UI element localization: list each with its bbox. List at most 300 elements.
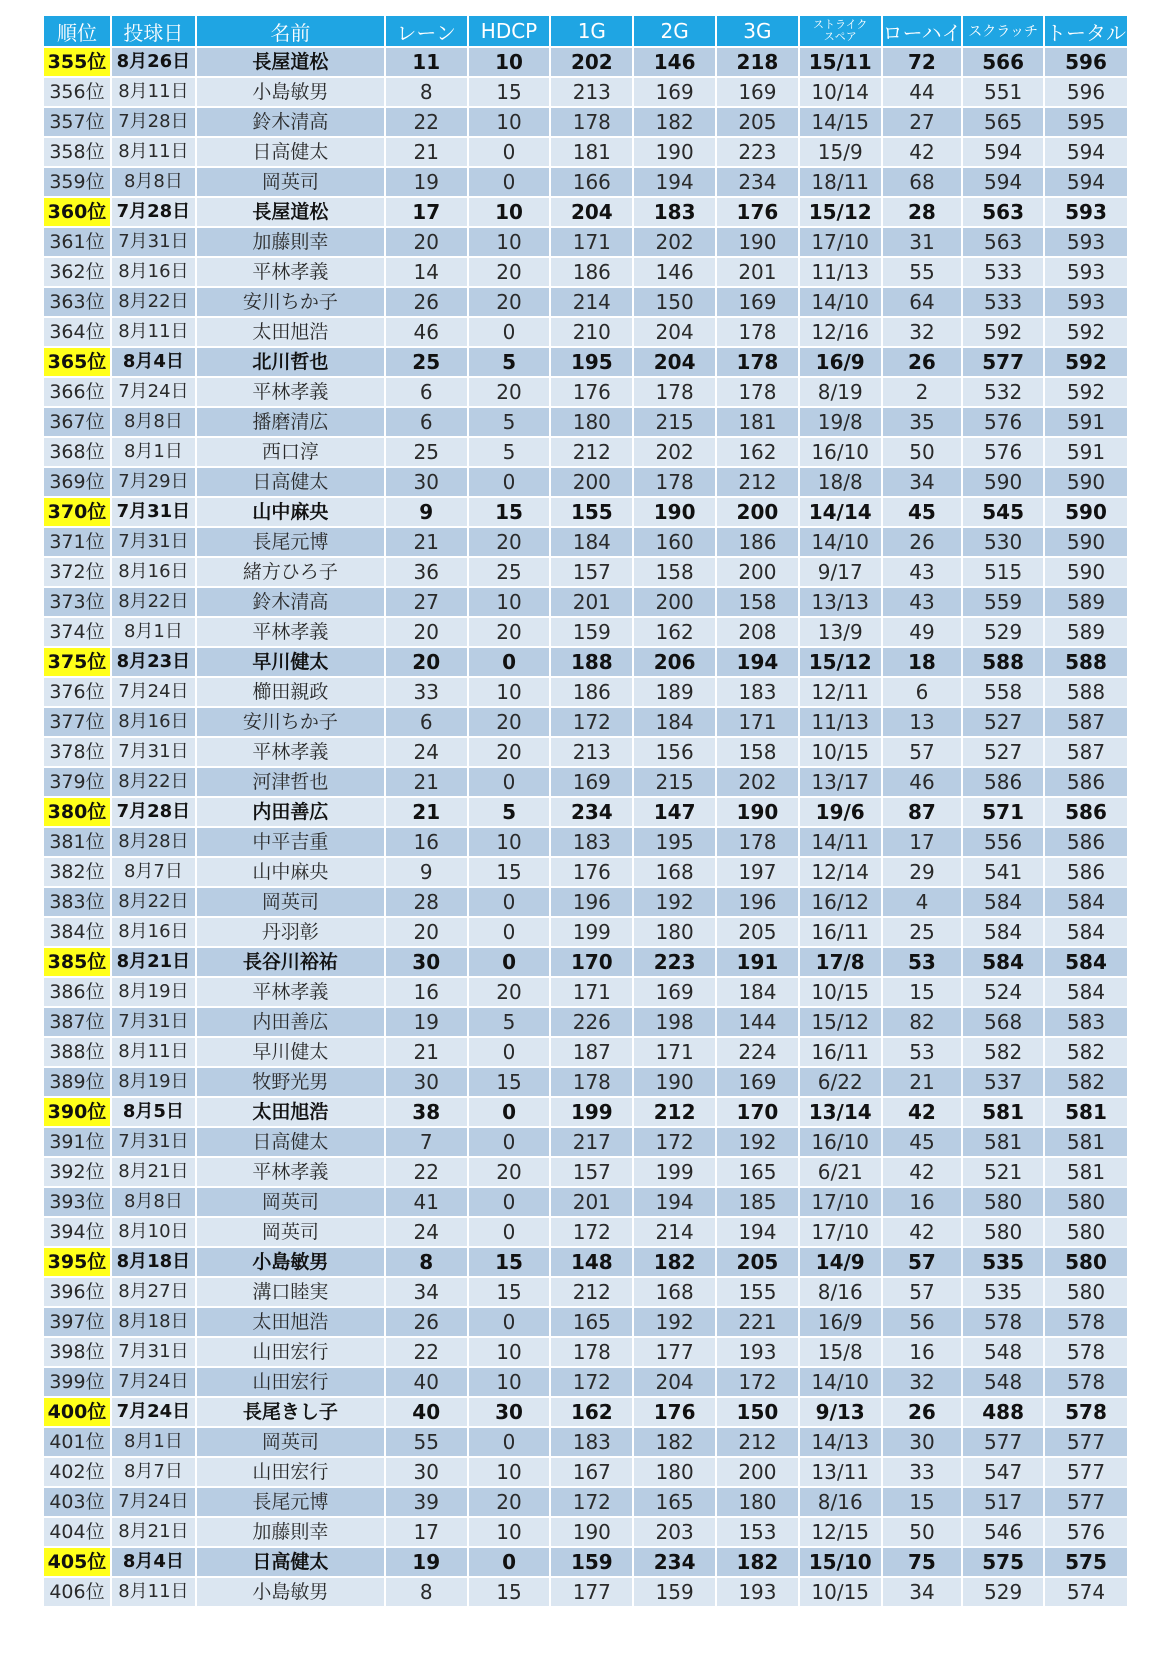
name-cell: 加藤則幸 <box>197 228 386 258</box>
strike-spare-cell: 13/9 <box>800 618 883 648</box>
game1-cell: 170 <box>551 948 634 978</box>
rank-cell: 382位 <box>44 858 112 888</box>
game2-cell: 158 <box>634 558 717 588</box>
lowhigh-cell: 42 <box>883 1218 964 1248</box>
strike-spare-cell: 12/11 <box>800 678 883 708</box>
table-row <box>44 198 1129 228</box>
lowhigh-cell: 31 <box>883 228 964 258</box>
rank-cell: 365位 <box>44 348 112 378</box>
rank-cell: 399位 <box>44 1368 112 1398</box>
table-row <box>44 738 1129 768</box>
strike-spare-cell: 13/11 <box>800 1458 883 1488</box>
name-cell: 日高健太 <box>197 1548 386 1578</box>
strike-spare-cell: 15/10 <box>800 1548 883 1578</box>
table-row <box>44 828 1129 858</box>
rank-cell: 372位 <box>44 558 112 588</box>
rank-cell: 371位 <box>44 528 112 558</box>
rank-cell: 402位 <box>44 1458 112 1488</box>
lane-cell: 25 <box>386 438 469 468</box>
date-cell: 8月22日 <box>112 588 197 618</box>
strike-spare-cell: 17/10 <box>800 228 883 258</box>
game3-cell: 201 <box>717 258 800 288</box>
strike-spare-cell: 16/9 <box>800 348 883 378</box>
game2-cell: 194 <box>634 168 717 198</box>
hdcp-cell: 0 <box>469 948 552 978</box>
game3-cell: 208 <box>717 618 800 648</box>
scratch-cell: 594 <box>963 168 1045 198</box>
game3-cell: 178 <box>717 318 800 348</box>
hdcp-cell: 10 <box>469 198 552 228</box>
total-cell: 588 <box>1045 648 1129 678</box>
scratch-cell: 581 <box>963 1098 1045 1128</box>
game2-cell: 168 <box>634 1278 717 1308</box>
total-cell: 580 <box>1045 1278 1129 1308</box>
game1-cell: 172 <box>551 1488 634 1518</box>
lowhigh-cell: 21 <box>883 1068 964 1098</box>
lane-cell: 30 <box>386 1458 469 1488</box>
lowhigh-cell: 57 <box>883 1248 964 1278</box>
name-cell: 平林孝義 <box>197 378 386 408</box>
hdcp-cell: 20 <box>469 618 552 648</box>
lane-cell: 6 <box>386 378 469 408</box>
game3-cell: 172 <box>717 1368 800 1398</box>
rank-cell: 368位 <box>44 438 112 468</box>
game3-cell: 153 <box>717 1518 800 1548</box>
hdcp-cell: 10 <box>469 1518 552 1548</box>
game2-cell: 165 <box>634 1488 717 1518</box>
game1-cell: 201 <box>551 1188 634 1218</box>
name-cell: 加藤則幸 <box>197 1518 386 1548</box>
scratch-cell: 524 <box>963 978 1045 1008</box>
scratch-cell: 548 <box>963 1338 1045 1368</box>
date-cell: 8月7日 <box>112 858 197 888</box>
scratch-cell: 584 <box>963 888 1045 918</box>
rank-cell: 392位 <box>44 1158 112 1188</box>
game2-cell: 182 <box>634 108 717 138</box>
ranking-table <box>44 16 1129 1608</box>
game2-cell: 177 <box>634 1338 717 1368</box>
scratch-cell: 546 <box>963 1518 1045 1548</box>
lowhigh-cell: 87 <box>883 798 964 828</box>
date-cell: 8月4日 <box>112 348 197 378</box>
scratch-cell: 586 <box>963 768 1045 798</box>
lowhigh-cell: 55 <box>883 258 964 288</box>
game3-cell: 165 <box>717 1158 800 1188</box>
game3-cell: 158 <box>717 588 800 618</box>
table-row <box>44 1008 1129 1038</box>
game2-cell: 178 <box>634 468 717 498</box>
game2-cell: 162 <box>634 618 717 648</box>
name-cell: 早川健太 <box>197 1038 386 1068</box>
strike-spare-cell: 13/14 <box>800 1098 883 1128</box>
table-row <box>44 1038 1129 1068</box>
game2-cell: 146 <box>634 48 717 78</box>
strike-spare-cell: 6/22 <box>800 1068 883 1098</box>
total-cell: 577 <box>1045 1488 1129 1518</box>
total-cell: 580 <box>1045 1218 1129 1248</box>
scratch-cell: 535 <box>963 1278 1045 1308</box>
scratch-cell: 545 <box>963 498 1045 528</box>
lowhigh-cell: 18 <box>883 648 964 678</box>
lowhigh-cell: 64 <box>883 288 964 318</box>
scratch-cell: 488 <box>963 1398 1045 1428</box>
strike-spare-cell: 16/11 <box>800 1038 883 1068</box>
game1-cell: 201 <box>551 588 634 618</box>
strike-spare-cell: 18/11 <box>800 168 883 198</box>
lane-cell: 22 <box>386 1338 469 1368</box>
date-cell: 8月1日 <box>112 1428 197 1458</box>
strike-spare-cell: 14/10 <box>800 288 883 318</box>
header-game2: 2G <box>634 16 717 48</box>
table-row <box>44 1158 1129 1188</box>
game1-cell: 190 <box>551 1518 634 1548</box>
lowhigh-cell: 45 <box>883 498 964 528</box>
scratch-cell: 563 <box>963 228 1045 258</box>
game2-cell: 202 <box>634 438 717 468</box>
hdcp-cell: 10 <box>469 48 552 78</box>
total-cell: 578 <box>1045 1308 1129 1338</box>
game3-cell: 221 <box>717 1308 800 1338</box>
table-row <box>44 1188 1129 1218</box>
lowhigh-cell: 43 <box>883 588 964 618</box>
header-game1: 1G <box>551 16 634 48</box>
lane-cell: 26 <box>386 288 469 318</box>
hdcp-cell: 0 <box>469 168 552 198</box>
name-cell: 岡英司 <box>197 1428 386 1458</box>
scratch-cell: 594 <box>963 138 1045 168</box>
lowhigh-cell: 44 <box>883 78 964 108</box>
scratch-cell: 577 <box>963 1428 1045 1458</box>
total-cell: 592 <box>1045 378 1129 408</box>
game1-cell: 172 <box>551 1218 634 1248</box>
rank-cell: 377位 <box>44 708 112 738</box>
table-row <box>44 288 1129 318</box>
date-cell: 8月28日 <box>112 828 197 858</box>
name-cell: 山中麻央 <box>197 498 386 528</box>
lane-cell: 26 <box>386 1308 469 1338</box>
strike-spare-cell: 16/10 <box>800 438 883 468</box>
table-row <box>44 1128 1129 1158</box>
hdcp-cell: 0 <box>469 888 552 918</box>
rank-cell: 373位 <box>44 588 112 618</box>
hdcp-cell: 5 <box>469 408 552 438</box>
header-lowhigh: ローハイ <box>883 16 964 48</box>
game1-cell: 157 <box>551 1158 634 1188</box>
lowhigh-cell: 26 <box>883 1398 964 1428</box>
name-cell: 太田旭浩 <box>197 318 386 348</box>
game2-cell: 150 <box>634 288 717 318</box>
game1-cell: 188 <box>551 648 634 678</box>
total-cell: 596 <box>1045 78 1129 108</box>
table-row <box>44 258 1129 288</box>
lane-cell: 30 <box>386 468 469 498</box>
game1-cell: 148 <box>551 1248 634 1278</box>
table-row <box>44 798 1129 828</box>
game3-cell: 205 <box>717 108 800 138</box>
game1-cell: 180 <box>551 408 634 438</box>
table-row <box>44 1338 1129 1368</box>
name-cell: 溝口睦実 <box>197 1278 386 1308</box>
total-cell: 591 <box>1045 438 1129 468</box>
total-cell: 589 <box>1045 588 1129 618</box>
date-cell: 7月24日 <box>112 1368 197 1398</box>
game1-cell: 159 <box>551 1548 634 1578</box>
rank-cell: 404位 <box>44 1518 112 1548</box>
date-cell: 8月22日 <box>112 768 197 798</box>
header-row <box>44 16 1129 48</box>
name-cell: 長谷川裕祐 <box>197 948 386 978</box>
game1-cell: 165 <box>551 1308 634 1338</box>
name-cell: 平林孝義 <box>197 1158 386 1188</box>
name-cell: 日高健太 <box>197 1128 386 1158</box>
scratch-cell: 578 <box>963 1308 1045 1338</box>
rank-cell: 398位 <box>44 1338 112 1368</box>
table-row <box>44 1488 1129 1518</box>
rank-cell: 374位 <box>44 618 112 648</box>
date-cell: 7月28日 <box>112 198 197 228</box>
date-cell: 8月26日 <box>112 48 197 78</box>
header-strike-label: ストライク <box>812 18 868 31</box>
date-cell: 7月31日 <box>112 228 197 258</box>
name-cell: 丹羽彰 <box>197 918 386 948</box>
game2-cell: 178 <box>634 378 717 408</box>
rank-cell: 406位 <box>44 1578 112 1608</box>
table-row <box>44 618 1129 648</box>
name-cell: 長屋道松 <box>197 48 386 78</box>
hdcp-cell: 0 <box>469 1128 552 1158</box>
lowhigh-cell: 46 <box>883 768 964 798</box>
total-cell: 584 <box>1045 978 1129 1008</box>
name-cell: 平林孝義 <box>197 258 386 288</box>
lowhigh-cell: 68 <box>883 168 964 198</box>
total-cell: 576 <box>1045 1518 1129 1548</box>
name-cell: 播磨清広 <box>197 408 386 438</box>
scratch-cell: 590 <box>963 468 1045 498</box>
name-cell: 平林孝義 <box>197 738 386 768</box>
strike-spare-cell: 16/11 <box>800 918 883 948</box>
scratch-cell: 527 <box>963 708 1045 738</box>
lane-cell: 21 <box>386 798 469 828</box>
lowhigh-cell: 4 <box>883 888 964 918</box>
name-cell: 内田善広 <box>197 1008 386 1038</box>
scratch-cell: 535 <box>963 1248 1045 1278</box>
game1-cell: 171 <box>551 978 634 1008</box>
hdcp-cell: 15 <box>469 78 552 108</box>
lane-cell: 40 <box>386 1368 469 1398</box>
total-cell: 590 <box>1045 498 1129 528</box>
hdcp-cell: 10 <box>469 1368 552 1398</box>
rank-cell: 366位 <box>44 378 112 408</box>
total-cell: 574 <box>1045 1578 1129 1608</box>
rank-cell: 358位 <box>44 138 112 168</box>
lane-cell: 28 <box>386 888 469 918</box>
game2-cell: 169 <box>634 78 717 108</box>
date-cell: 7月24日 <box>112 1398 197 1428</box>
rank-cell: 376位 <box>44 678 112 708</box>
game3-cell: 223 <box>717 138 800 168</box>
rank-cell: 401位 <box>44 1428 112 1458</box>
lane-cell: 16 <box>386 978 469 1008</box>
total-cell: 589 <box>1045 618 1129 648</box>
lowhigh-cell: 49 <box>883 618 964 648</box>
lane-cell: 22 <box>386 108 469 138</box>
lowhigh-cell: 53 <box>883 1038 964 1068</box>
name-cell: 岡英司 <box>197 168 386 198</box>
lowhigh-cell: 42 <box>883 1158 964 1188</box>
strike-spare-cell: 12/16 <box>800 318 883 348</box>
scratch-cell: 533 <box>963 288 1045 318</box>
rank-cell: 381位 <box>44 828 112 858</box>
rank-cell: 385位 <box>44 948 112 978</box>
table-row <box>44 948 1129 978</box>
game3-cell: 197 <box>717 858 800 888</box>
header-strike-spare <box>800 16 883 48</box>
game3-cell: 178 <box>717 378 800 408</box>
table-row <box>44 1248 1129 1278</box>
game3-cell: 183 <box>717 678 800 708</box>
game3-cell: 200 <box>717 1458 800 1488</box>
game2-cell: 190 <box>634 498 717 528</box>
game3-cell: 176 <box>717 198 800 228</box>
game1-cell: 226 <box>551 1008 634 1038</box>
total-cell: 586 <box>1045 828 1129 858</box>
game2-cell: 203 <box>634 1518 717 1548</box>
lowhigh-cell: 16 <box>883 1188 964 1218</box>
strike-spare-cell: 10/15 <box>800 1578 883 1608</box>
lowhigh-cell: 30 <box>883 1428 964 1458</box>
rank-cell: 361位 <box>44 228 112 258</box>
game1-cell: 214 <box>551 288 634 318</box>
lowhigh-cell: 15 <box>883 1488 964 1518</box>
name-cell: 櫛田親政 <box>197 678 386 708</box>
game3-cell: 212 <box>717 1428 800 1458</box>
game2-cell: 200 <box>634 588 717 618</box>
game3-cell: 155 <box>717 1278 800 1308</box>
strike-spare-cell: 17/10 <box>800 1188 883 1218</box>
strike-spare-cell: 17/10 <box>800 1218 883 1248</box>
rank-cell: 380位 <box>44 798 112 828</box>
game1-cell: 234 <box>551 798 634 828</box>
lowhigh-cell: 32 <box>883 318 964 348</box>
game2-cell: 204 <box>634 318 717 348</box>
table-row <box>44 528 1129 558</box>
game3-cell: 144 <box>717 1008 800 1038</box>
strike-spare-cell: 14/10 <box>800 528 883 558</box>
game1-cell: 213 <box>551 78 634 108</box>
lane-cell: 20 <box>386 228 469 258</box>
rank-cell: 391位 <box>44 1128 112 1158</box>
hdcp-cell: 0 <box>469 918 552 948</box>
total-cell: 593 <box>1045 198 1129 228</box>
name-cell: 内田善広 <box>197 798 386 828</box>
lowhigh-cell: 13 <box>883 708 964 738</box>
hdcp-cell: 15 <box>469 1248 552 1278</box>
strike-spare-cell: 10/14 <box>800 78 883 108</box>
game3-cell: 193 <box>717 1578 800 1608</box>
game2-cell: 192 <box>634 1308 717 1338</box>
date-cell: 7月28日 <box>112 798 197 828</box>
strike-spare-cell: 18/8 <box>800 468 883 498</box>
name-cell: 河津哲也 <box>197 768 386 798</box>
date-cell: 8月1日 <box>112 618 197 648</box>
game2-cell: 182 <box>634 1428 717 1458</box>
lowhigh-cell: 35 <box>883 408 964 438</box>
game2-cell: 172 <box>634 1128 717 1158</box>
header-game3: 3G <box>717 16 800 48</box>
rank-cell: 363位 <box>44 288 112 318</box>
game3-cell: 200 <box>717 558 800 588</box>
name-cell: 鈴木清高 <box>197 108 386 138</box>
date-cell: 8月19日 <box>112 1068 197 1098</box>
date-cell: 8月27日 <box>112 1278 197 1308</box>
scratch-cell: 592 <box>963 318 1045 348</box>
lane-cell: 9 <box>386 858 469 888</box>
table-row <box>44 1068 1129 1098</box>
lane-cell: 21 <box>386 768 469 798</box>
scratch-cell: 577 <box>963 348 1045 378</box>
table-row <box>44 678 1129 708</box>
game1-cell: 178 <box>551 1338 634 1368</box>
hdcp-cell: 5 <box>469 438 552 468</box>
game3-cell: 212 <box>717 468 800 498</box>
lowhigh-cell: 28 <box>883 198 964 228</box>
total-cell: 584 <box>1045 948 1129 978</box>
game1-cell: 159 <box>551 618 634 648</box>
scratch-cell: 576 <box>963 408 1045 438</box>
game1-cell: 172 <box>551 1368 634 1398</box>
table-row <box>44 978 1129 1008</box>
lowhigh-cell: 57 <box>883 738 964 768</box>
hdcp-cell: 0 <box>469 1218 552 1248</box>
total-cell: 577 <box>1045 1458 1129 1488</box>
rank-cell: 359位 <box>44 168 112 198</box>
name-cell: 岡英司 <box>197 1188 386 1218</box>
date-cell: 8月11日 <box>112 138 197 168</box>
header-rank: 順位 <box>44 16 112 48</box>
date-cell: 8月1日 <box>112 438 197 468</box>
scratch-cell: 559 <box>963 588 1045 618</box>
game1-cell: 178 <box>551 1068 634 1098</box>
game3-cell: 178 <box>717 828 800 858</box>
game3-cell: 205 <box>717 918 800 948</box>
rank-cell: 393位 <box>44 1188 112 1218</box>
total-cell: 580 <box>1045 1188 1129 1218</box>
name-cell: 鈴木清高 <box>197 588 386 618</box>
lane-cell: 7 <box>386 1128 469 1158</box>
lowhigh-cell: 50 <box>883 1518 964 1548</box>
name-cell: 平林孝義 <box>197 618 386 648</box>
lane-cell: 40 <box>386 1398 469 1428</box>
table-row <box>44 648 1129 678</box>
hdcp-cell: 10 <box>469 678 552 708</box>
rank-cell: 378位 <box>44 738 112 768</box>
game3-cell: 184 <box>717 978 800 1008</box>
hdcp-cell: 0 <box>469 1038 552 1068</box>
game2-cell: 147 <box>634 798 717 828</box>
rank-cell: 388位 <box>44 1038 112 1068</box>
scratch-cell: 563 <box>963 198 1045 228</box>
game3-cell: 192 <box>717 1128 800 1158</box>
scratch-cell: 576 <box>963 438 1045 468</box>
date-cell: 8月7日 <box>112 1458 197 1488</box>
table-row <box>44 1308 1129 1338</box>
game3-cell: 178 <box>717 348 800 378</box>
hdcp-cell: 20 <box>469 258 552 288</box>
strike-spare-cell: 17/8 <box>800 948 883 978</box>
name-cell: 岡英司 <box>197 888 386 918</box>
total-cell: 575 <box>1045 1548 1129 1578</box>
date-cell: 8月19日 <box>112 978 197 1008</box>
